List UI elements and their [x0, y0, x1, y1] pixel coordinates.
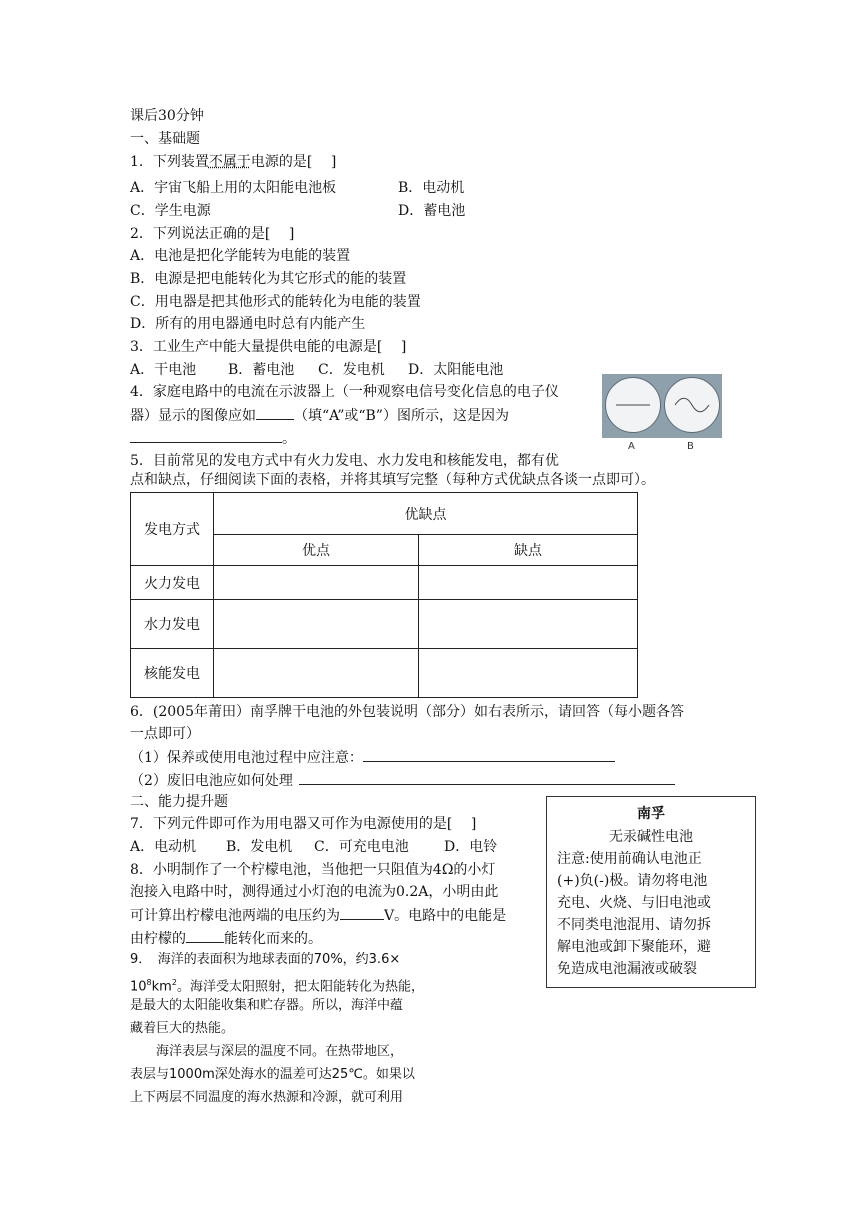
q1-option-c: C．学生电源	[130, 203, 211, 219]
battery-package-box	[546, 796, 756, 988]
question-9-line-2: $10^8km^2$。海洋受太阳照射，把太阳能转化为热能，	[130, 978, 424, 995]
answer-blank[interactable]	[299, 770, 675, 785]
question-8-line-3: 可计算出柠檬电池两端的电压约为 V。电路中的电能是	[130, 905, 506, 926]
section-heading-advanced: 二、能力提升题	[130, 794, 228, 810]
table-row	[131, 600, 638, 649]
row-label: 核能发电	[131, 649, 214, 698]
q3-option-a: A．干电池	[130, 362, 197, 378]
answer-cell[interactable]	[419, 566, 638, 600]
answer-cell[interactable]	[419, 649, 638, 698]
q7-option-d: D．电铃	[444, 839, 498, 855]
question-4-line-3: 。	[130, 428, 296, 449]
question-6-line-1: 6．(2005年莆田）南孚牌干电池的外包装说明（部分）如右表所示，请回答（每小题各答	[130, 704, 684, 720]
power-generation-table	[130, 492, 638, 698]
table-row	[131, 566, 638, 600]
question-8-line-1: 8．小明制作了一个柠檬电池，当他把一只阻值为4Ω的小灯	[130, 862, 496, 878]
oscilloscope-image	[602, 374, 722, 438]
q3-option-d: D．太阳能电池	[408, 362, 504, 378]
q3-option-b: B．蓄电池	[228, 362, 295, 378]
image-label-b: B	[687, 441, 694, 452]
question-8-line-4: 由柠檬的 能转化而来的。	[130, 928, 322, 949]
oscilloscope-screen-a	[605, 377, 661, 433]
question-6-sub-1: （1）保养或使用电池过程中应注意：	[130, 747, 615, 768]
header-method: 发电方式	[131, 493, 214, 566]
q1-option-d: D．蓄电池	[398, 203, 466, 219]
answer-blank[interactable]	[256, 405, 294, 420]
q7-option-b: B．发电机	[226, 839, 293, 855]
question-9-line-1: 9． 海洋的表面积为地球表面的70%，约3.6×	[130, 952, 401, 967]
question-6-sub-2: （2）废旧电池应如何处理	[130, 770, 675, 791]
answer-blank[interactable]	[340, 905, 384, 920]
q7-option-a: A．电动机	[130, 839, 197, 855]
sine-wave-signal-icon	[665, 378, 719, 432]
question-9-line-5: 海洋表层与深层的温度不同。在热带地区，	[130, 1044, 404, 1059]
question-9-line-6: 表层与1000m深处海水的温差可达25℃。如果以	[130, 1067, 415, 1082]
q2-option-c: C．用电器是把其他形式的能转化为电能的装置	[130, 294, 421, 310]
answer-cell[interactable]	[214, 566, 419, 600]
image-label-a: A	[628, 441, 635, 452]
question-4-line-1: 4．家庭电路中的电流在示波器上（一种观察电信号变化信息的电子仪	[130, 384, 559, 400]
question-3-stem: 3．工业生产中能大量提供电能的电源是[ ]	[130, 339, 407, 355]
q2-option-a: A．电池是把化学能转为电能的装置	[130, 248, 351, 264]
straight-line-signal-icon	[606, 378, 660, 432]
answer-cell[interactable]	[214, 600, 419, 649]
page-title: 课后30分钟	[130, 108, 204, 124]
battery-notice: 注意:使用前确认电池正 (+)负(-)极。请勿将电池 充电、火烧、与旧电池或 不同类电池混用、请勿拆 解电池或卸下聚能环，避 免造成电池漏液或破裂	[557, 851, 711, 977]
header-merits: 优缺点	[214, 493, 638, 535]
answer-cell[interactable]	[419, 600, 638, 649]
q1-option-a: A．宇宙飞船上用的太阳能电池板	[130, 180, 337, 196]
row-label: 水力发电	[131, 600, 214, 649]
battery-brand: 南孚	[637, 806, 665, 822]
header-con: 缺点	[419, 535, 638, 566]
q7-option-c: C．可充电电池	[314, 839, 409, 855]
emphasis-dotted: 不属于	[208, 154, 251, 170]
q2-option-b: B．电源是把电能转化为其它形式的能的装置	[130, 271, 407, 287]
question-7-stem: 7．下列元件即可作为用电器又可作为电源使用的是[ ]	[130, 816, 477, 832]
oscilloscope-screen-b	[664, 377, 720, 433]
row-label: 火力发电	[131, 566, 214, 600]
question-5-line-2: 点和缺点，仔细阅读下面的表格，并将其填写完整（每种方式优缺点各谈一点即可）。	[130, 472, 655, 488]
header-pro: 优点	[214, 535, 419, 566]
q1-option-b: B．电动机	[398, 180, 465, 196]
answer-blank[interactable]	[186, 928, 224, 943]
answer-blank[interactable]	[130, 428, 282, 443]
question-9-line-4: 藏着巨大的热能。	[130, 1021, 235, 1036]
q3-option-c: C．发电机	[318, 362, 385, 378]
question-9-line-7: 上下两层不同温度的海水热源和冷源，就可利用	[130, 1090, 404, 1105]
battery-subtitle: 无汞碱性电池	[609, 829, 693, 845]
section-heading-basic: 一、基础题	[130, 131, 200, 147]
question-6-line-2: 一点即可）	[130, 726, 200, 742]
q2-option-d: D．所有的用电器通电时总有内能产生	[130, 316, 366, 332]
answer-blank[interactable]	[363, 747, 615, 762]
table-row	[131, 649, 638, 698]
question-2-stem: 2．下列说法正确的是[ ]	[130, 226, 295, 242]
question-4-line-2: 器）显示的图像应如 （填“A”或“B”）图所示，这是因为	[130, 405, 509, 426]
question-9-line-3: 是最大的太阳能收集和贮存器。所以，海洋中蕴	[130, 998, 404, 1013]
question-1-stem: 1．下列装置不属于电源的是[ ]	[130, 154, 337, 170]
question-8-line-2: 泡接入电路中时，测得通过小灯泡的电流为0.2A，小明由此	[130, 884, 499, 900]
answer-cell[interactable]	[214, 649, 419, 698]
question-5-line-1: 5．目前常见的发电方式中有火力发电、水力发电和核能发电，都有优	[130, 453, 559, 469]
